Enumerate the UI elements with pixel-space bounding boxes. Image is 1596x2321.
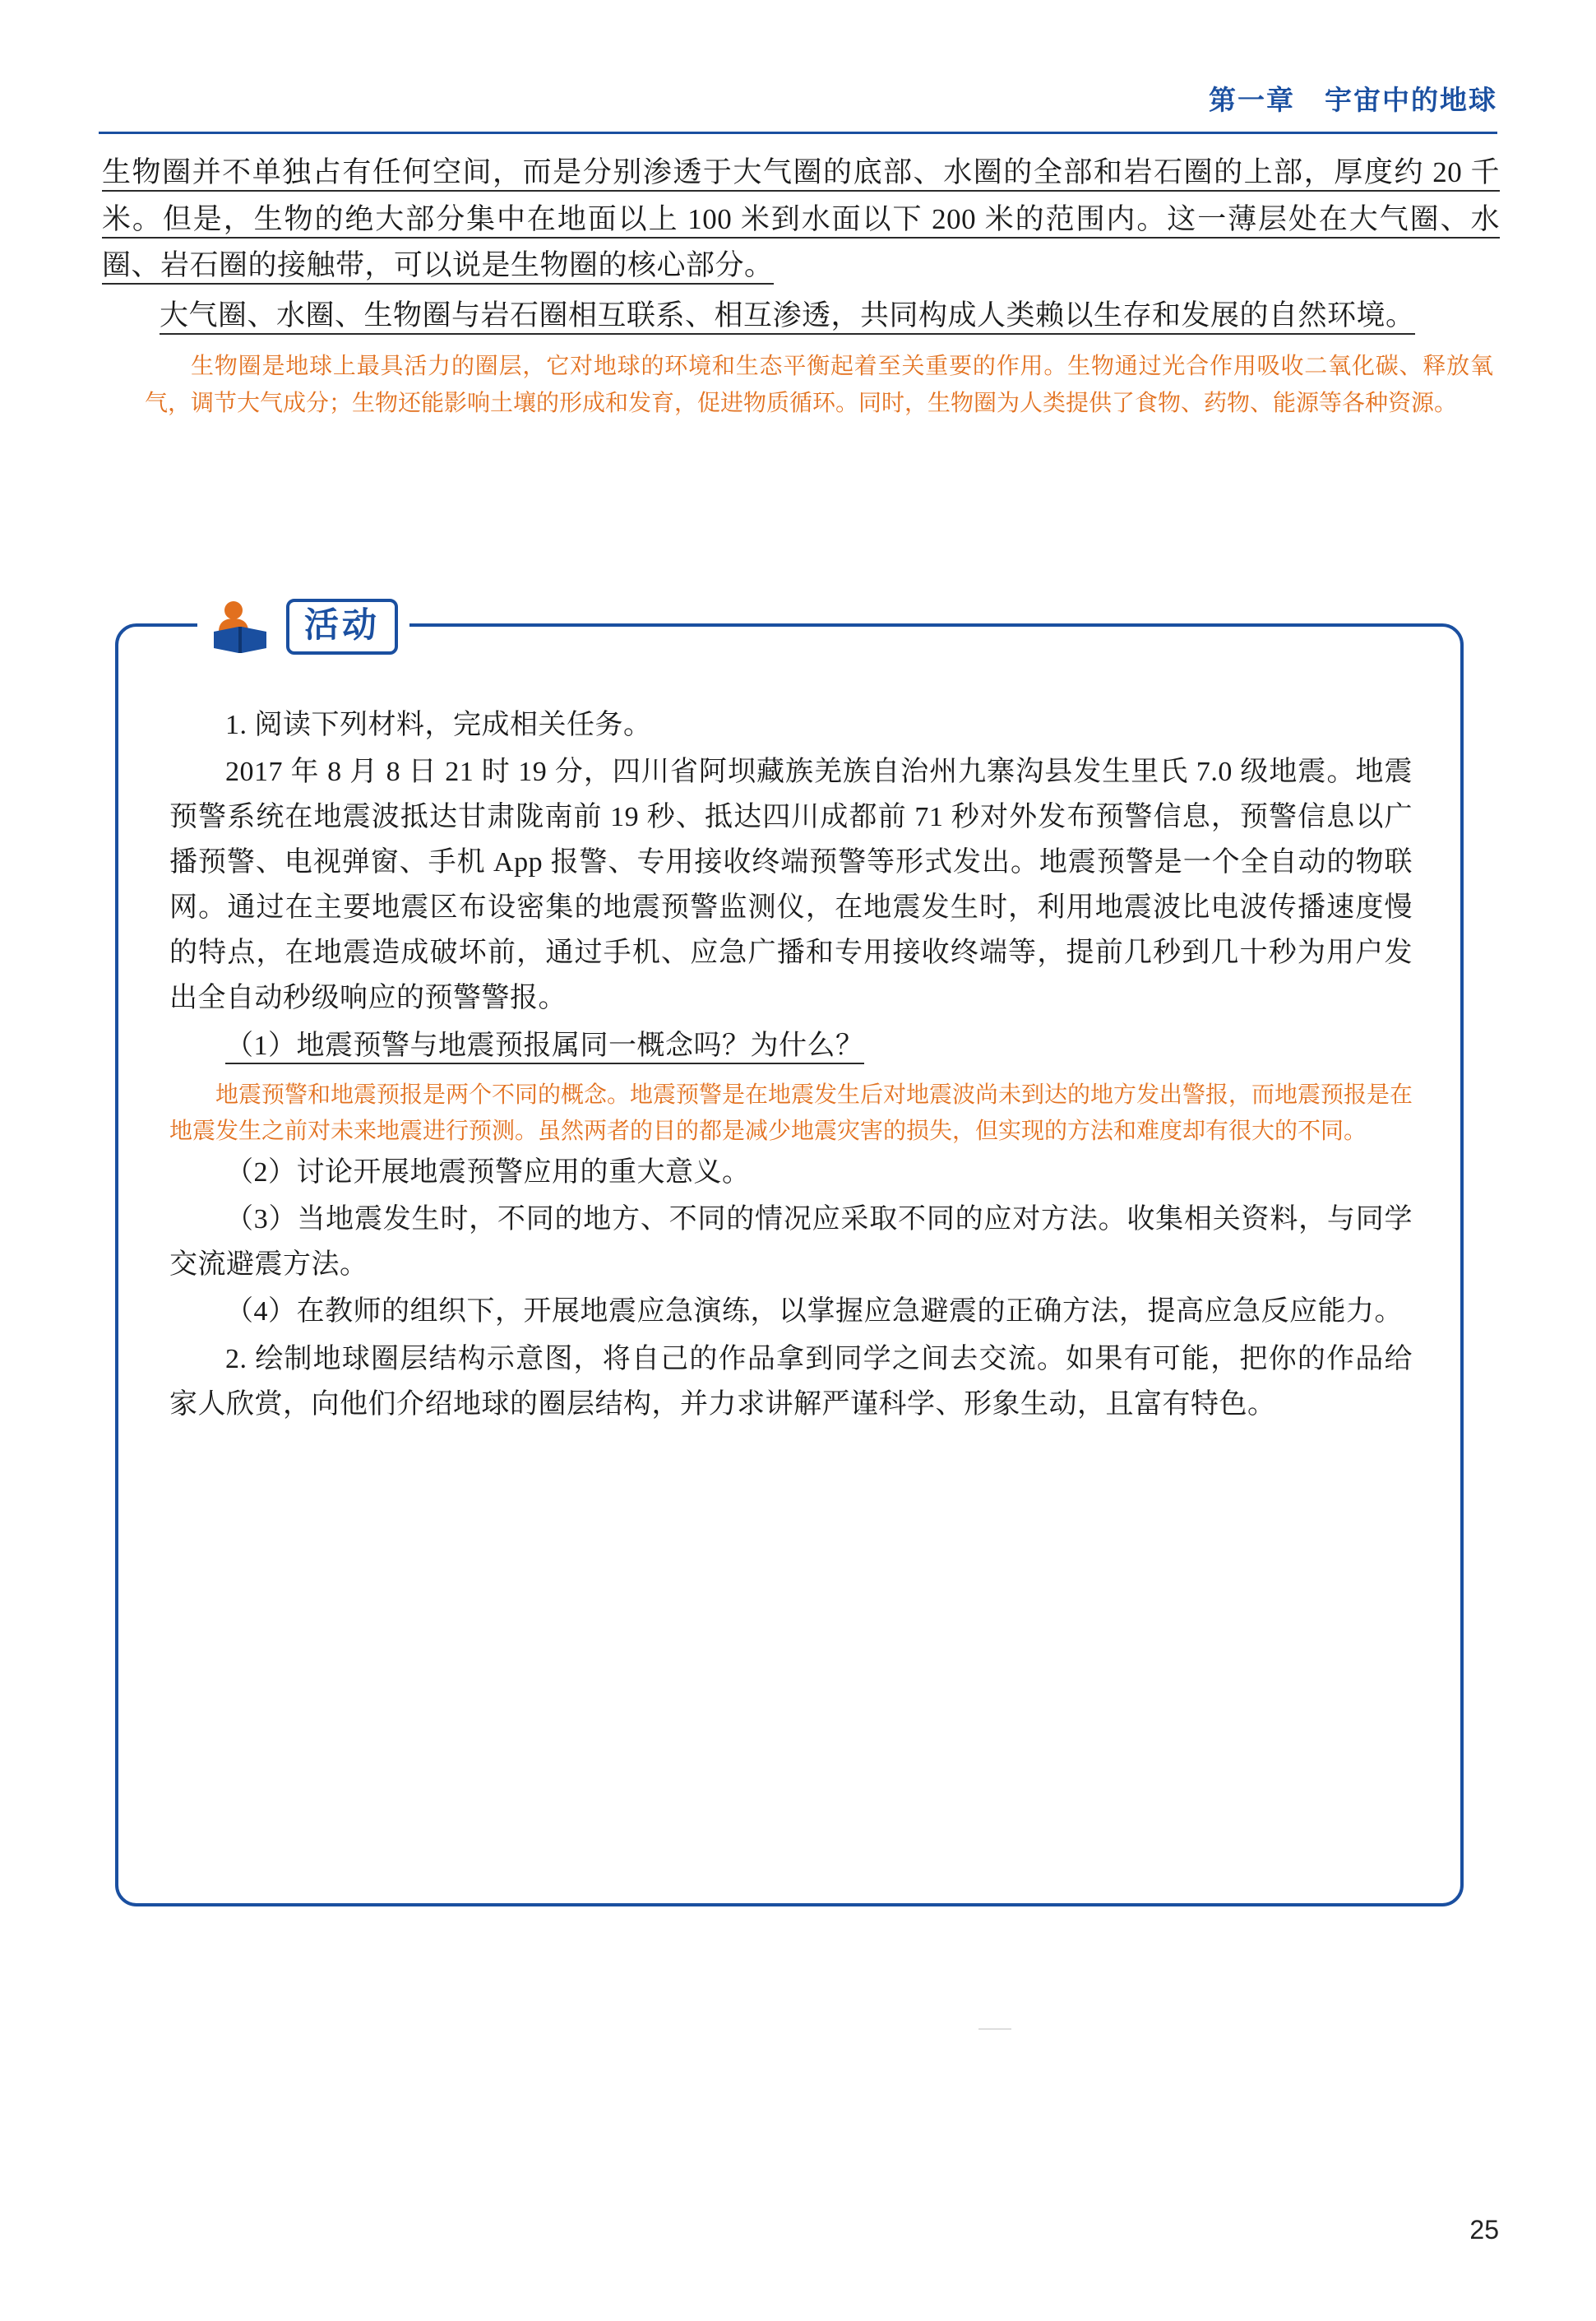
activity-question-4: （4）在教师的组织下，开展地震应急演练，以掌握应急避震的正确方法，提高应急反应能力。 — [225, 1296, 1403, 1327]
page-header — [0, 79, 1497, 118]
annotation-text: 生物圈是地球上最具活力的圈层，它对地球的环境和生态平衡起着至关重要的作用。生物通过光合作用吸收二氧化碳、释放氧气，调节大气成分；生物还能影响土壤的形成和发育，促进物质循环。同时，生物圈为人类提供了食物、药物、能源等各种资源。 — [145, 352, 1493, 415]
activity-task-2: 2. 绘制地球圈层结构示意图，将自己的作品拿到同学之间去交流。如果有可能，把你的作品给家人欣赏，向他们介绍地球的圈层结构，并力求讲解严谨科学、形象生动，且富有特色。 — [169, 1343, 1413, 1420]
chapter-number: 第一章 — [1209, 85, 1295, 115]
activity-question-2: （2）讨论开展地震预警应用的重大意义。 — [225, 1157, 751, 1188]
activity-header — [197, 592, 409, 661]
activity-content — [169, 702, 1413, 1429]
main-content — [102, 150, 1500, 421]
activity-box — [115, 605, 1464, 1906]
annotation-block — [102, 348, 1500, 422]
reader-icon — [209, 595, 271, 658]
paragraph-1 — [102, 150, 1500, 290]
activity-question-1-text: （1）地震预警与地震预报属同一概念吗？为什么？ — [225, 1031, 864, 1064]
paragraph-1-text: 生物圈并不单独占有任何空间，而是分别渗透于大气圈的底部、水圈的全部和岩石圈的上部，厚度约 20 千米。但是，生物的绝大部分集中在地面以上 100 米到水面以下 200 米的范围内。这一薄层处在大气圈、水圈、岩石圈的接触带，可以说是生物圈的核心部分。 — [102, 156, 1500, 285]
activity-question-1 — [169, 1023, 1413, 1068]
header-divider — [99, 132, 1497, 134]
activity-question-3: （3）当地震发生时，不同的地方、不同的情况应采取不同的应对方法。收集相关资料，与同学交流避震方法。 — [169, 1204, 1413, 1281]
print-hairline — [978, 2028, 1011, 2030]
paragraph-2 — [102, 293, 1500, 340]
activity-label: 活动 — [286, 599, 398, 655]
page-number: 25 — [1469, 2215, 1499, 2245]
paragraph-2-text: 大气圈、水圈、生物圈与岩石圈相互联系、相互渗透，共同构成人类赖以生存和发展的自然环境。 — [160, 299, 1415, 335]
activity-task-1-title: 1. 阅读下列材料，完成相关任务。 — [225, 710, 652, 740]
activity-material: 2017 年 8 月 8 日 21 时 19 分，四川省阿坝藏族羌族自治州九寨沟县发生里氏 7.0 级地震。地震预警系统在地震波抵达甘肃陇南前 19 秒、抵达四川成都前 71 秒对外发布预警信息，预警信息以广播预警、电视弹窗、手机 App 报警、专用接收终端预警等形式发出。地震预警是一个全自动的物联网。通过在主要地震区布设密集的地震预警监测仪，在地震发生时，利用地震波比电波传播速度慢的特点，在地震造成破坏前，通过手机、应急广播和专用接收终端等，提前几秒到几十秒为用户发出全自动秒级响应的预警警报。 — [169, 757, 1413, 1014]
chapter-title: 宇宙中的地球 — [1325, 85, 1497, 115]
activity-question-1-annotation: 地震预警和地震预报是两个不同的概念。地震预警是在地震发生后对地震波尚未到达的地方发出警报，而地震预报是在地震发生之前对未来地震进行预测。虽然两者的目的都是减少地震灾害的损失，但实现的方法和难度却有很大的不同。 — [169, 1081, 1413, 1144]
